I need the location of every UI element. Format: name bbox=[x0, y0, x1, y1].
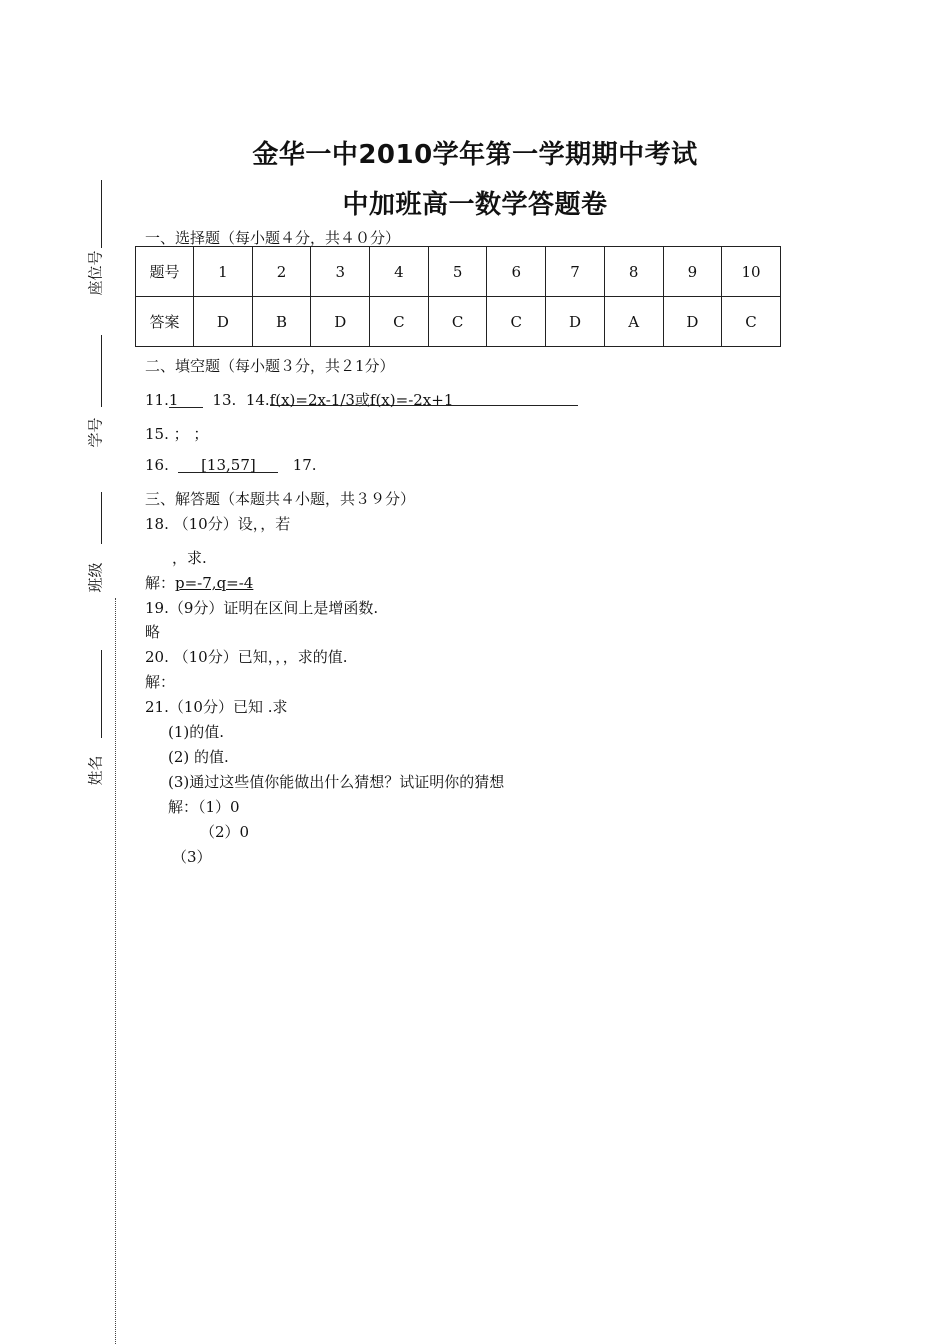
q20-solution: 解： bbox=[145, 673, 176, 691]
name-label: 姓名 bbox=[86, 755, 105, 786]
q18-solution bbox=[145, 572, 253, 593]
fill-line-11-14 bbox=[145, 389, 578, 409]
student-id-label: 学号 bbox=[86, 417, 105, 448]
q19-solution: 略 bbox=[145, 623, 161, 641]
class-label: 班级 bbox=[86, 562, 105, 593]
q16-label: 16. bbox=[145, 456, 169, 474]
q21-part2: (2) 的值. bbox=[168, 748, 229, 766]
table-cell-number: 7 bbox=[546, 247, 605, 297]
seat-line bbox=[101, 180, 102, 248]
section3-heading: 三、解答题（本题共４小题，共３９分） bbox=[145, 490, 416, 508]
table-cell-number: 2 bbox=[252, 247, 311, 297]
table-cell-number: 10 bbox=[722, 247, 781, 297]
fill-line-16-17 bbox=[145, 456, 317, 474]
q18-solution-value: p=-7,q=-4 bbox=[175, 574, 254, 592]
fill-line-15: 15. ； ； bbox=[145, 425, 209, 443]
name-line bbox=[101, 650, 102, 738]
seat-label: 座位号 bbox=[86, 250, 105, 296]
row-label-answer: 答案 bbox=[136, 297, 194, 347]
q11-answer: 1 bbox=[168, 391, 179, 409]
q19-text: 19.（9分）证明在区间上是增函数. bbox=[145, 599, 379, 617]
table-cell-answer: D bbox=[663, 297, 722, 347]
q18-text: 18. （10分）设，，若 bbox=[145, 515, 291, 533]
q18-solution-label: 解： bbox=[145, 574, 176, 592]
table-cell-number: 1 bbox=[194, 247, 253, 297]
cut-line bbox=[115, 598, 116, 1344]
q21-solution2: （2）0 bbox=[200, 823, 250, 841]
q21-solution1: 解：（1）0 bbox=[168, 798, 240, 816]
table-cell-answer: A bbox=[604, 297, 663, 347]
section2-heading: 二、填空题（每小题３分，共２1分） bbox=[145, 357, 395, 375]
table-cell-answer: B bbox=[252, 297, 311, 347]
table-cell-answer: D bbox=[194, 297, 253, 347]
q21-solution3: （3） bbox=[172, 848, 212, 866]
table-cell-answer: C bbox=[428, 297, 487, 347]
q11-blank bbox=[169, 391, 203, 408]
table-cell-answer: C bbox=[487, 297, 546, 347]
table-row-numbers bbox=[136, 247, 781, 297]
q17-label: 17. bbox=[292, 456, 317, 474]
section1-heading: 一、选择题（每小题４分，共４０分） bbox=[145, 229, 401, 247]
q16-answer: [13,57] bbox=[201, 456, 256, 474]
table-cell-answer: C bbox=[370, 297, 429, 347]
table-row-answers bbox=[136, 297, 781, 347]
table-cell-number: 9 bbox=[663, 247, 722, 297]
answer-table bbox=[135, 246, 781, 347]
table-cell-number: 4 bbox=[370, 247, 429, 297]
row-label-number: 题号 bbox=[136, 247, 194, 297]
table-cell-number: 5 bbox=[428, 247, 487, 297]
q14-label: 14. bbox=[245, 391, 270, 409]
exam-subtitle: 中加班高一数学答题卷 bbox=[342, 190, 608, 220]
q21-part1: (1)的值. bbox=[168, 723, 225, 741]
exam-title: 金华一中2010学年第一学期期中考试 bbox=[252, 140, 698, 170]
q21-part3: (3)通过这些值你能做出什么猜想？试证明你的猜想 bbox=[168, 773, 505, 791]
q21-text: 21.（10分）已知 .求 bbox=[145, 698, 288, 716]
table-cell-answer: D bbox=[311, 297, 370, 347]
q18-text-continued: ，求. bbox=[172, 549, 207, 567]
q13-label: 13. bbox=[212, 391, 237, 409]
table-cell-answer: D bbox=[546, 297, 605, 347]
table-cell-number: 8 bbox=[604, 247, 663, 297]
class-line bbox=[101, 492, 102, 544]
table-cell-number: 3 bbox=[311, 247, 370, 297]
q11-label: 11. bbox=[145, 391, 169, 409]
q14-blank bbox=[269, 389, 578, 409]
q20-text: 20. （10分）已知，，，求的值. bbox=[145, 648, 348, 666]
table-cell-answer: C bbox=[722, 297, 781, 347]
table-cell-number: 6 bbox=[487, 247, 546, 297]
q16-blank bbox=[178, 456, 278, 473]
q14-answer: f(x)=2x-1/3或f(x)=-2x+1 bbox=[269, 391, 454, 409]
student-id-line bbox=[101, 335, 102, 407]
